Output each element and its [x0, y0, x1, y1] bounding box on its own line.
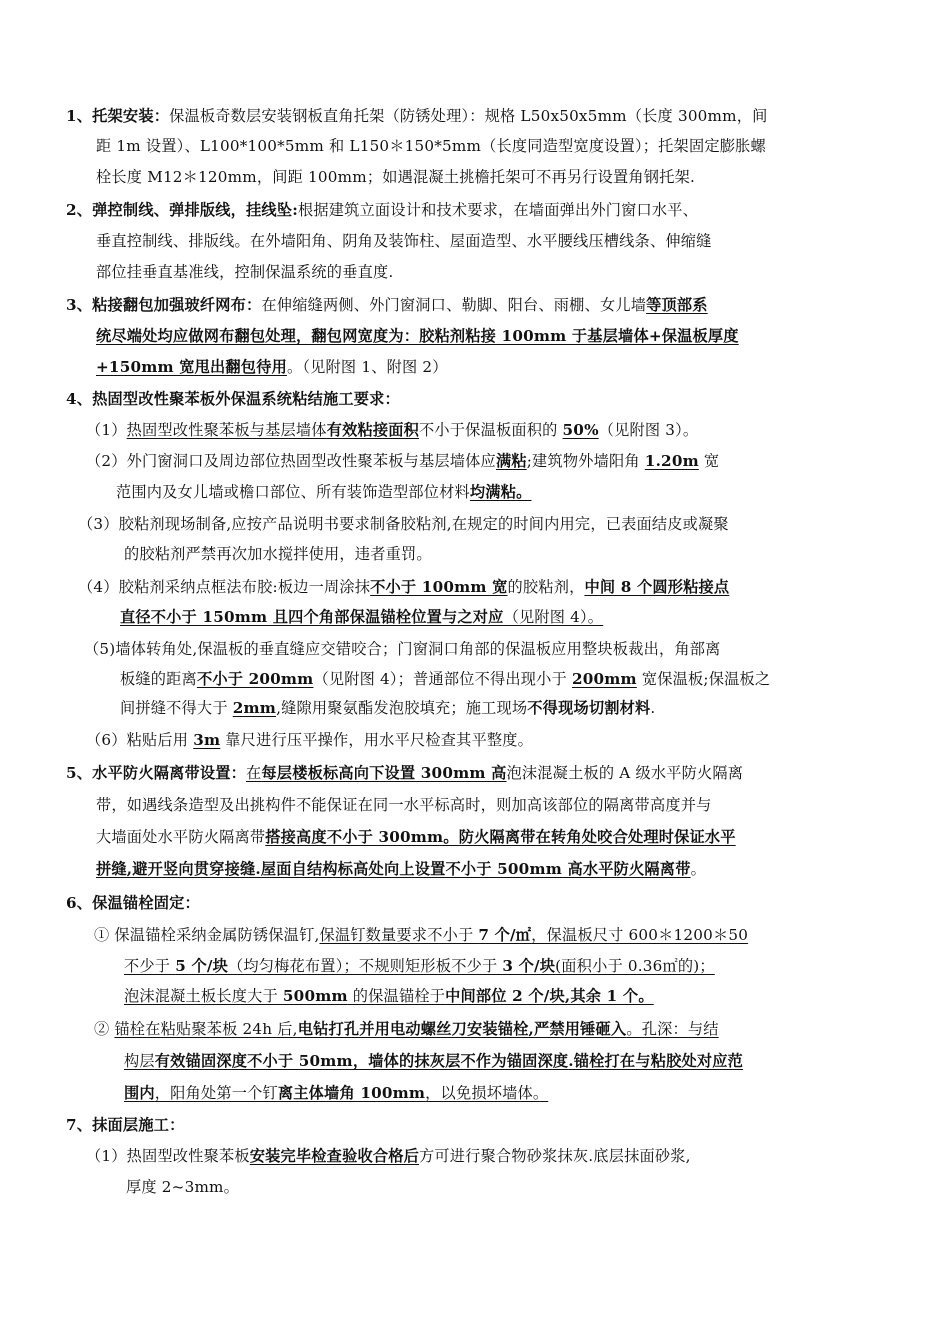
- text-run: （均匀梅花布置）；不规则矩形板不少于: [227, 957, 503, 975]
- text-run: （1）热固型改性聚苯板: [86, 1147, 250, 1165]
- text-line: [96, 356, 448, 378]
- text-run: 锚栓在粘贴聚苯板 24h 后,: [114, 1020, 298, 1038]
- text-run: 。（见附图 1、附图 2）: [286, 358, 448, 376]
- text-run: ;建筑物外墙阳角: [526, 452, 645, 470]
- text-line: [66, 892, 200, 914]
- text-run: 栓长度 M12＊120mm，间距 100mm；如遇混凝土挑檐托架可不再另行设置角钢托架.: [96, 168, 695, 186]
- text-line: [86, 1145, 691, 1167]
- text-run: ① 保温锚栓采纳金属防锈保温钉,: [94, 926, 320, 944]
- text-run: 等顶部系: [646, 296, 708, 314]
- text-run: 拼缝,避开竖向贯穿接缝.屋面自结构标高处向上设置不小于 500mm 高水平防火隔离带: [96, 860, 691, 878]
- text-run: 搭接高度不小于 300mm。防火隔离带在转角处咬合处理时保证水平: [265, 828, 736, 846]
- text-line: [124, 955, 715, 977]
- text-run: 4、热固型改性聚苯板外保温系统粘结施工要求：: [66, 390, 400, 408]
- text-run: 垂直控制线、排版线。在外墙阳角、阴角及装饰柱、屋面造型、水平腰线压槽线条、伸缩缝: [96, 232, 712, 250]
- text-run: 大墙面处水平防火隔离带: [96, 828, 266, 846]
- text-run: 泡沫混凝土板长度大于: [124, 987, 283, 1005]
- text-run: 安装完毕检查验收合格后: [249, 1147, 420, 1165]
- text-line: [66, 199, 698, 221]
- text-run: 保温板奇数层安装钢板直角托架（防锈处理）：规格 L50x50x5mm（长度 300mm，间: [169, 107, 768, 125]
- text-run: （见附图 4）。: [503, 608, 604, 626]
- text-run: 方可进行聚合物砂浆抹灰.底层抹面砂浆,: [419, 1147, 691, 1165]
- text-run: 板缝的距离: [120, 670, 197, 688]
- text-line: [96, 826, 736, 848]
- text-run: 。: [690, 860, 706, 878]
- text-line: [96, 230, 712, 252]
- text-run: 有效粘接面积: [326, 421, 420, 439]
- text-run: 距 1m 设置）、L100*100*5mm 和 L150＊150*5mm（长度同造型宽度设置）；托架固定膨胀螺: [96, 137, 766, 155]
- text-run: 的保温锚栓于: [347, 987, 446, 1005]
- text-run: 2、弹控制线、弹排版线，挂线坠:: [66, 201, 298, 219]
- text-line: [96, 166, 695, 188]
- text-run: 在: [246, 764, 262, 782]
- text-run: ②: [94, 1020, 115, 1038]
- text-line: [96, 858, 706, 880]
- text-run: 靠尺进行压平操作，用水平尺检查其平整度。: [220, 731, 534, 749]
- text-line: [66, 294, 708, 316]
- text-line: [96, 794, 712, 816]
- text-run: 中间部位 2 个/块,其余 1 个。: [445, 987, 654, 1005]
- text-run: 50%: [562, 421, 599, 439]
- text-run: 电钻打孔并用电动螺丝刀安装锚栓,严禁用锤砸入: [297, 1020, 627, 1038]
- text-run: 1、托架安装：: [66, 107, 170, 125]
- text-line: [124, 1050, 743, 1072]
- text-run: 范围内及女儿墙或檐口部位、所有装饰造型部位材料: [116, 483, 470, 501]
- text-run: 统尽端处均应做网布翻包处理，翻包网宽度为：胶粘剂粘接 100mm 于基层墙体+保温板厚度: [96, 327, 739, 345]
- text-line: [120, 606, 603, 628]
- text-run: 宽保温板;保温板之: [636, 670, 771, 688]
- text-run: .: [650, 699, 656, 717]
- text-run: （2）外门窗洞口及周边部位热固型改性聚苯板与基层墙体应: [86, 452, 496, 470]
- text-line: [86, 729, 533, 751]
- text-line: [78, 513, 729, 535]
- text-run: 6、保温锚栓固定：: [66, 894, 200, 912]
- text-run: +150mm 宽甩出翻包待用: [96, 358, 287, 376]
- text-line: [96, 261, 393, 283]
- text-run: 泡沫混凝土板的 A 级水平防火隔离: [506, 764, 744, 782]
- text-run: 的胶粘剂，: [507, 578, 585, 596]
- text-run: 500mm: [282, 987, 348, 1005]
- text-run: 间拼缝不得大于: [120, 699, 233, 717]
- text-run: 200mm: [571, 670, 637, 688]
- text-line: [94, 924, 748, 946]
- text-run: （见附图 4）；普通部位不得出现小于: [313, 670, 572, 688]
- text-run: 7 个/㎡: [478, 926, 532, 944]
- text-line: [116, 481, 531, 503]
- text-run: 3、粘接翻包加强玻纤网布：: [66, 296, 262, 314]
- text-run: 围内: [124, 1084, 155, 1102]
- text-run: （4）胶粘剂采纳点框法布胶:板边一周涂抹: [78, 578, 371, 596]
- text-line: [94, 1018, 719, 1040]
- text-run: 每层楼板标高向下设置 300mm 高: [261, 764, 507, 782]
- text-run: 5 个/块: [175, 957, 228, 975]
- text-run: 3m: [193, 731, 221, 749]
- text-run: 7、抹面层施工：: [66, 1116, 185, 1134]
- text-line: [96, 325, 739, 347]
- text-line: [124, 985, 654, 1007]
- text-line: [84, 638, 721, 660]
- text-run: 满粘: [495, 452, 527, 470]
- text-run: 热固型改性聚苯板与基层墙体: [126, 421, 327, 439]
- text-line: [124, 1082, 548, 1104]
- text-line: [86, 419, 698, 441]
- text-run: 中间 8 个圆形粘接点: [584, 578, 730, 596]
- text-run: 5、水平防火隔离带设置：: [66, 764, 247, 782]
- text-line: [66, 1114, 184, 1136]
- text-line: [66, 762, 743, 784]
- text-line: [126, 1176, 239, 1198]
- text-run: 均满粘。: [469, 483, 532, 501]
- text-run: 不小于保温板面积的: [419, 421, 563, 439]
- text-run: ，以免损坏墙体。: [425, 1084, 549, 1102]
- text-run: 的胶粘剂严禁再次加水搅拌使用，违者重罚。: [124, 545, 432, 563]
- text-run: 离主体墙角 100mm: [277, 1084, 426, 1102]
- text-run: 不少于: [124, 957, 176, 975]
- text-run: （见附图 3）。: [598, 421, 699, 439]
- text-run: 不得现场切割材料: [527, 699, 651, 717]
- text-run: (面积小于 0.36㎡的)；: [555, 957, 715, 975]
- text-line: [66, 388, 400, 410]
- text-run: （6）粘贴后用: [86, 731, 194, 749]
- text-run: .锚栓打在与粘胶处对应范: [568, 1052, 744, 1070]
- text-line: [96, 135, 766, 157]
- text-run: 保温钉数量要求不小于: [319, 926, 479, 944]
- text-line: [78, 576, 729, 598]
- text-run: （1）: [86, 421, 127, 439]
- text-run: 不小于 100mm 宽: [370, 578, 508, 596]
- text-run: 不小于 200mm: [196, 670, 314, 688]
- text-run: 在伸缩缝两侧、外门窗洞口、勒脚、阳台、雨棚、女儿墙: [261, 296, 647, 314]
- text-line: [124, 543, 432, 565]
- text-run: 部位挂垂直基准线，控制保温系统的垂直度.: [96, 263, 394, 281]
- text-run: ，阳角处第一个钉: [154, 1084, 278, 1102]
- text-run: 1.20m: [644, 452, 699, 470]
- text-run: 直径不小于 150mm 且四个角部保温锚栓位置与之对应: [120, 608, 504, 626]
- text-run: 有效锚固深度不小于 50mm，墙体的抹灰层不作为锚固深度: [154, 1052, 569, 1070]
- text-run: 宽: [698, 452, 720, 470]
- text-run: 构层: [124, 1052, 155, 1070]
- text-run: 根据建筑立面设计和技术要求，在墙面弹出外门窗口水平、: [298, 201, 699, 219]
- text-run: 2mm: [232, 699, 277, 717]
- text-line: [120, 697, 655, 719]
- text-run: ,缝隙用聚氨酯发泡胶填充；施工现场: [276, 699, 528, 717]
- text-run: 3 个/块: [502, 957, 556, 975]
- text-run: 带，如遇线条造型及出挑构件不能保证在同一水平标高时，则加高该部位的隔离带高度并与: [96, 796, 712, 814]
- text-run: （5)墙体转角处,保温板的垂直缝应交错咬合；门窗洞口角部的保温板应用整块板裁出，角部离: [84, 640, 721, 658]
- text-run: 。孔深：与结: [626, 1020, 719, 1038]
- text-run: （3）胶粘剂现场制备,应按产品说明书要求制备胶粘剂,在规定的时间内用完，已表面结皮或凝聚: [78, 515, 729, 533]
- text-line: [120, 668, 770, 690]
- text-line: [86, 450, 719, 472]
- text-run: ，保温板尺寸 600＊1200＊50: [531, 926, 749, 944]
- text-line: [66, 105, 768, 127]
- text-run: 厚度 2~3mm。: [126, 1178, 240, 1196]
